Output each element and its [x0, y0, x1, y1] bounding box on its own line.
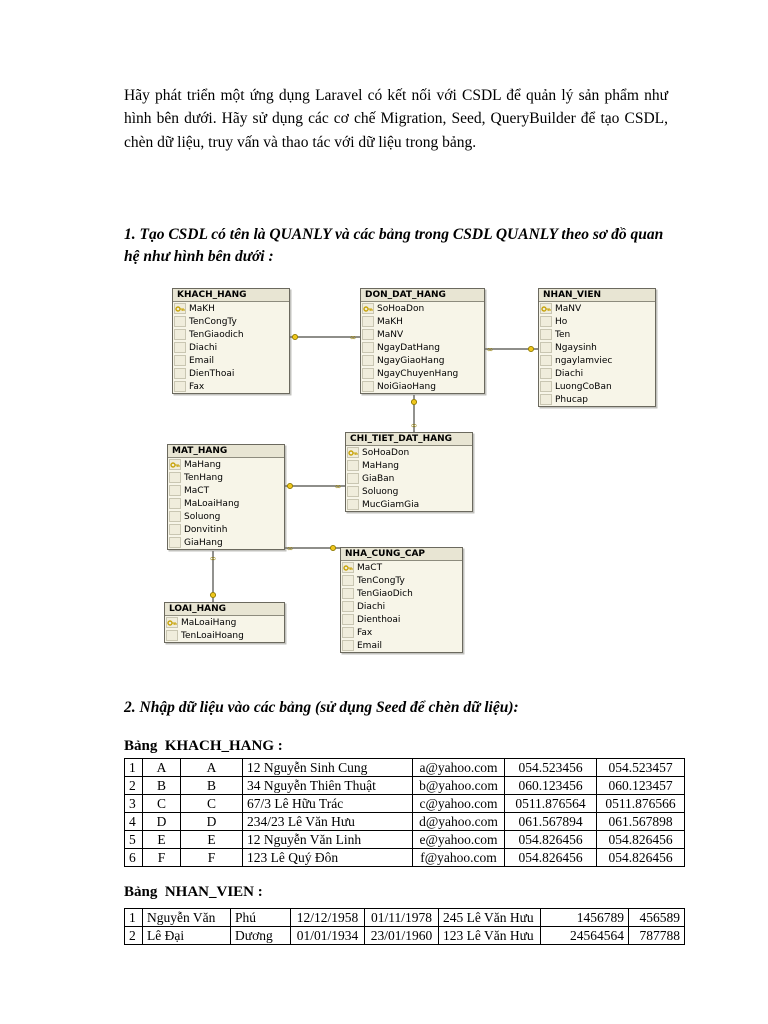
table-row	[125, 831, 685, 849]
table-cell: 456589	[629, 909, 685, 927]
field-name: DienThoai	[189, 368, 235, 379]
table-cell: 054.826456	[597, 849, 685, 867]
primary-key-icon	[347, 447, 359, 458]
field-name: GiaHang	[184, 537, 223, 548]
table-row	[125, 927, 685, 945]
many-side-infinity-icon: ∞	[334, 481, 342, 491]
table-cell: c@yahoo.com	[413, 795, 505, 813]
entity-field-row	[539, 380, 655, 393]
entity-field-row	[168, 510, 284, 523]
entity-field-row	[173, 315, 289, 328]
field-name: NoiGiaoHang	[377, 381, 436, 392]
field-name: TenCongTy	[357, 575, 405, 586]
primary-key-icon	[166, 617, 178, 628]
table-cell: E	[181, 831, 243, 849]
field-selector-cell	[174, 329, 186, 340]
table-cell: 6	[125, 849, 143, 867]
table-cell: 054.826456	[597, 831, 685, 849]
primary-key-icon	[169, 459, 181, 470]
khach-hang-caption: Bảng KHACH_HANG :	[124, 738, 283, 754]
field-name: Diachi	[189, 342, 218, 353]
field-selector-cell	[169, 472, 181, 483]
field-name: Email	[357, 640, 382, 651]
field-name: TenGiaoDich	[357, 588, 413, 599]
khach-hang-table-body	[125, 759, 685, 867]
entity-field-row	[168, 497, 284, 510]
table-cell: 0511.876566	[597, 795, 685, 813]
table-cell: b@yahoo.com	[413, 777, 505, 795]
entity-field-row	[539, 354, 655, 367]
field-name: MaLoaiHang	[181, 617, 237, 628]
table-row	[125, 777, 685, 795]
entity-title: CHI_TIET_DAT_HANG	[346, 433, 472, 446]
entity-field-row	[539, 393, 655, 406]
field-selector-cell	[342, 627, 354, 638]
field-selector-cell	[169, 537, 181, 548]
entity-field-row	[341, 626, 462, 639]
entity-field-row	[173, 302, 289, 315]
entity-field-row	[168, 536, 284, 549]
section2-heading: 2. Nhập dữ liệu vào các bảng (sử dụng Seed để chèn dữ liệu):	[124, 699, 519, 716]
field-name: NgayChuyenHang	[377, 368, 459, 379]
field-selector-cell	[169, 511, 181, 522]
field-name: TenGiaodich	[189, 329, 244, 340]
table-cell: 67/3 Lê Hữu Trác	[243, 795, 413, 813]
field-name: Email	[189, 355, 214, 366]
field-selector-cell	[174, 342, 186, 353]
entity-field-row	[539, 315, 655, 328]
entity-field-row	[168, 471, 284, 484]
field-selector-cell	[174, 316, 186, 327]
field-selector-cell	[347, 499, 359, 510]
field-selector-cell	[342, 614, 354, 625]
entity-field-row	[346, 472, 472, 485]
entity-title: NHAN_VIEN	[539, 289, 655, 302]
nhan-vien-table-body	[125, 909, 685, 945]
one-side-key-icon	[528, 346, 533, 351]
field-selector-cell	[347, 486, 359, 497]
entity-field-row	[539, 367, 655, 380]
table-cell: 123 Lê Văn Hưu	[439, 927, 541, 945]
entity-field-row	[341, 639, 462, 652]
table-cell: C	[143, 795, 181, 813]
table-cell: B	[143, 777, 181, 795]
entity-field-row	[361, 354, 484, 367]
field-name: MaNV	[555, 303, 582, 314]
table-cell: 054.523456	[505, 759, 597, 777]
table-cell: 061.567894	[505, 813, 597, 831]
entity-field-row	[361, 302, 484, 315]
table-cell: 054.826456	[505, 849, 597, 867]
field-selector-cell	[540, 316, 552, 327]
table-cell: 12 Nguyễn Văn Linh	[243, 831, 413, 849]
field-name: TenLoaiHoang	[181, 630, 244, 641]
entity-field-row	[346, 498, 472, 511]
table-row	[125, 795, 685, 813]
table-cell: 3	[125, 795, 143, 813]
field-selector-cell	[362, 316, 374, 327]
field-name: MaCT	[184, 485, 210, 496]
field-name: MaHang	[184, 459, 221, 470]
entity-field-row	[165, 616, 284, 629]
table-cell: D	[181, 813, 243, 831]
primary-key-icon	[174, 303, 186, 314]
entity-title: KHACH_HANG	[173, 289, 289, 302]
field-selector-cell	[169, 524, 181, 535]
field-name: GiaBan	[362, 473, 395, 484]
table-cell: 2	[125, 927, 143, 945]
field-name: MaLoaiHang	[184, 498, 240, 509]
table-cell: C	[181, 795, 243, 813]
field-selector-cell	[347, 460, 359, 471]
field-name: MaKH	[377, 316, 403, 327]
table-cell: D	[143, 813, 181, 831]
entity-field-row	[361, 328, 484, 341]
many-side-infinity-icon: ∞	[286, 543, 294, 553]
entity-nhan-vien	[538, 288, 656, 407]
table-cell: 245 Lê Văn Hưu	[439, 909, 541, 927]
field-name: ngaylamviec	[555, 355, 613, 366]
entity-field-row	[361, 341, 484, 354]
entity-field-row	[173, 380, 289, 393]
field-selector-cell	[342, 588, 354, 599]
table-cell: 2	[125, 777, 143, 795]
entity-field-row	[173, 367, 289, 380]
table-row	[125, 813, 685, 831]
table-cell: 23/01/1960	[365, 927, 439, 945]
intro-paragraph: Hãy phát triển một ứng dụng Laravel có kết nối với CSDL để quản lý sản phẩm như hình bên dưới. Hãy sử dụng các cơ chế Migration, Seed, QueryBuilder để tạo CSDL, chèn dữ liệu, truy vấn và thao tác với dữ liệu trong bảng.	[124, 87, 668, 151]
entity-field-row	[173, 341, 289, 354]
primary-key-icon	[540, 303, 552, 314]
field-name: NgayDatHang	[377, 342, 440, 353]
field-selector-cell	[362, 355, 374, 366]
entity-field-row	[346, 446, 472, 459]
field-selector-cell	[540, 368, 552, 379]
entity-field-row	[341, 613, 462, 626]
entity-field-row	[165, 629, 284, 642]
table-cell: F	[143, 849, 181, 867]
field-selector-cell	[540, 329, 552, 340]
entity-field-row	[341, 574, 462, 587]
table-row	[125, 909, 685, 927]
table-cell: 054.826456	[505, 831, 597, 849]
table-cell: 12 Nguyễn Sinh Cung	[243, 759, 413, 777]
table-cell: f@yahoo.com	[413, 849, 505, 867]
entity-field-row	[341, 587, 462, 600]
field-selector-cell	[362, 381, 374, 392]
field-name: Donvitinh	[184, 524, 228, 535]
table-cell: 12/12/1958	[291, 909, 365, 927]
field-selector-cell	[174, 355, 186, 366]
field-selector-cell	[166, 630, 178, 641]
table-cell: 061.567898	[597, 813, 685, 831]
one-side-key-icon	[330, 545, 335, 550]
entity-field-row	[346, 485, 472, 498]
field-name: MaNV	[377, 329, 404, 340]
table-cell: 0511.876564	[505, 795, 597, 813]
er-diagram	[164, 282, 712, 674]
entity-chi-tiet-dat-hang	[345, 432, 473, 512]
one-side-key-icon	[287, 483, 292, 488]
field-name: Soluong	[184, 511, 221, 522]
entity-don-dat-hang	[360, 288, 485, 394]
table-cell: B	[181, 777, 243, 795]
table-cell: 060.123456	[505, 777, 597, 795]
field-selector-cell	[540, 342, 552, 353]
one-side-key-icon	[411, 399, 416, 404]
field-selector-cell	[169, 498, 181, 509]
field-name: MaCT	[357, 562, 383, 573]
field-name: NgayGiaoHang	[377, 355, 445, 366]
field-selector-cell	[362, 368, 374, 379]
field-name: TenCongTy	[189, 316, 237, 327]
table-cell: 123 Lê Quý Đôn	[243, 849, 413, 867]
field-name: Dienthoai	[357, 614, 401, 625]
field-selector-cell	[342, 601, 354, 612]
entity-field-row	[361, 315, 484, 328]
table-cell: 234/23 Lê Văn Hưu	[243, 813, 413, 831]
table-cell: A	[143, 759, 181, 777]
field-name: SoHoaDon	[362, 447, 410, 458]
table-cell: 1456789	[541, 909, 629, 927]
table-cell: Lê Đại	[143, 927, 231, 945]
field-selector-cell	[540, 381, 552, 392]
entity-field-row	[341, 600, 462, 613]
entity-field-row	[173, 328, 289, 341]
table-row	[125, 759, 685, 777]
field-name: Fax	[357, 627, 373, 638]
field-selector-cell	[362, 342, 374, 353]
table-cell: 4	[125, 813, 143, 831]
entity-field-row	[539, 302, 655, 315]
field-name: TenHang	[184, 472, 223, 483]
many-side-infinity-icon: ∞	[486, 344, 494, 354]
entity-title: LOAI_HANG	[165, 603, 284, 616]
entity-field-row	[168, 484, 284, 497]
table-cell: 01/01/1934	[291, 927, 365, 945]
one-side-key-icon	[292, 334, 297, 339]
table-cell: Nguyễn Văn	[143, 909, 231, 927]
table-cell: e@yahoo.com	[413, 831, 505, 849]
table-cell: 01/11/1978	[365, 909, 439, 927]
field-name: SoHoaDon	[377, 303, 425, 314]
entity-field-row	[341, 561, 462, 574]
table-cell: 787788	[629, 927, 685, 945]
table-cell: A	[181, 759, 243, 777]
entity-field-row	[539, 328, 655, 341]
field-selector-cell	[540, 394, 552, 405]
entity-title: MAT_HANG	[168, 445, 284, 458]
table-cell: Phú	[231, 909, 291, 927]
table-cell: 24564564	[541, 927, 629, 945]
one-side-key-icon	[210, 592, 215, 597]
nhan-vien-caption: Bảng NHAN_VIEN :	[124, 884, 263, 900]
table-cell: 34 Nguyễn Thiên Thuật	[243, 777, 413, 795]
entity-loai-hang	[164, 602, 285, 643]
many-side-infinity-icon: ∞	[209, 553, 217, 563]
table-cell: 1	[125, 909, 143, 927]
entity-field-row	[173, 354, 289, 367]
many-side-infinity-icon: ∞	[349, 332, 357, 342]
khach-hang-table	[124, 758, 685, 867]
field-name: Diachi	[555, 368, 584, 379]
entity-field-row	[168, 523, 284, 536]
table-cell: a@yahoo.com	[413, 759, 505, 777]
entity-field-row	[539, 341, 655, 354]
field-selector-cell	[174, 381, 186, 392]
table-cell: 060.123457	[597, 777, 685, 795]
field-name: Phucap	[555, 394, 589, 405]
field-name: Ho	[555, 316, 568, 327]
field-selector-cell	[362, 329, 374, 340]
field-name: Ten	[555, 329, 571, 340]
entity-khach-hang	[172, 288, 290, 394]
entity-field-row	[361, 367, 484, 380]
section1-heading: 1. Tạo CSDL có tên là QUANLY và các bảng trong CSDL QUANLY theo sơ đồ quan hệ như hình bên dưới :	[124, 226, 664, 266]
nhan-vien-table	[124, 908, 685, 945]
entity-nha-cung-cap	[340, 547, 463, 653]
primary-key-icon	[362, 303, 374, 314]
entity-title: DON_DAT_HANG	[361, 289, 484, 302]
table-cell: F	[181, 849, 243, 867]
field-selector-cell	[347, 473, 359, 484]
table-row	[125, 849, 685, 867]
entity-field-row	[361, 380, 484, 393]
entity-field-row	[346, 459, 472, 472]
field-name: MaKH	[189, 303, 215, 314]
entity-field-row	[168, 458, 284, 471]
table-cell: E	[143, 831, 181, 849]
field-selector-cell	[342, 640, 354, 651]
field-selector-cell	[540, 355, 552, 366]
table-cell: 1	[125, 759, 143, 777]
field-selector-cell	[342, 575, 354, 586]
field-name: MucGiamGia	[362, 499, 420, 510]
field-name: MaHang	[362, 460, 399, 471]
field-name: LuongCoBan	[555, 381, 612, 392]
field-selector-cell	[174, 368, 186, 379]
entity-title: NHA_CUNG_CAP	[341, 548, 462, 561]
field-name: Ngaysinh	[555, 342, 597, 353]
table-cell: 054.523457	[597, 759, 685, 777]
primary-key-icon	[342, 562, 354, 573]
field-name: Diachi	[357, 601, 386, 612]
field-selector-cell	[169, 485, 181, 496]
field-name: Soluong	[362, 486, 399, 497]
entity-mat-hang	[167, 444, 285, 550]
field-name: Fax	[189, 381, 205, 392]
table-cell: 5	[125, 831, 143, 849]
table-cell: Dương	[231, 927, 291, 945]
many-side-infinity-icon: ∞	[410, 420, 418, 430]
table-cell: d@yahoo.com	[413, 813, 505, 831]
